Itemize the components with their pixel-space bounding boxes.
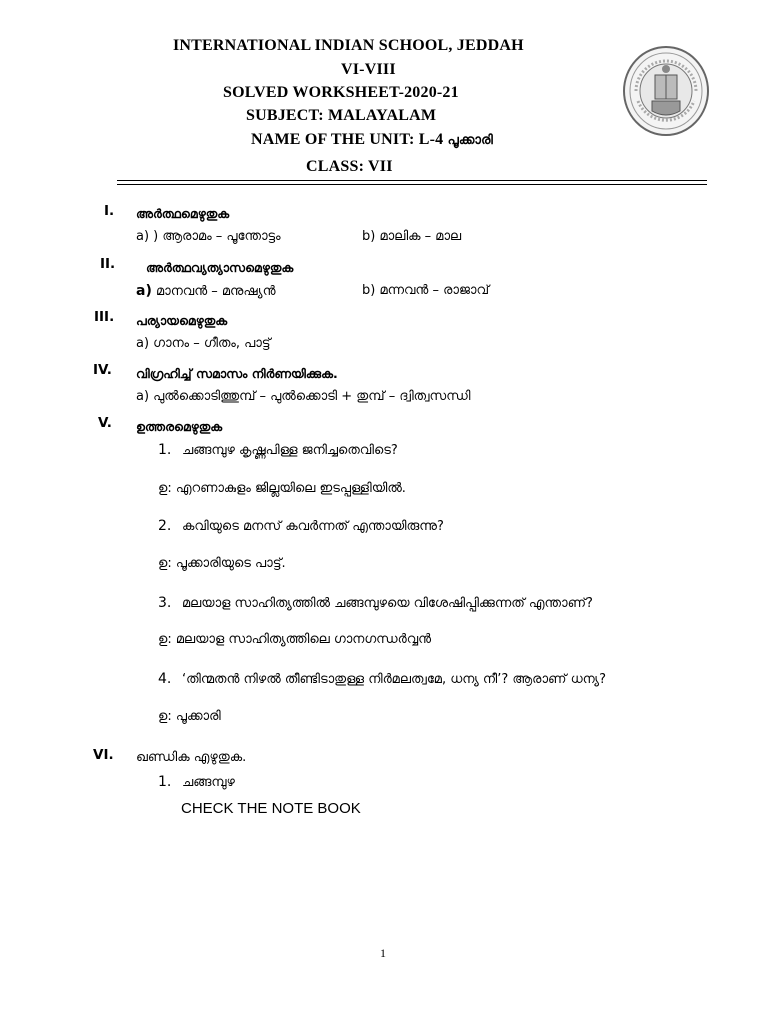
section-6-item-number: 1.	[158, 774, 172, 790]
section-5-title: ഉത്തരമെഴുതുക	[136, 419, 223, 434]
section-2-item-a-text: മാനവൻ – മനുഷ്യൻ	[151, 284, 276, 299]
check-note-book-text: CHECK THE NOTE BOOK	[181, 800, 361, 817]
q2-question-text: കവിയുടെ മനസ് കവർന്നത് എന്തായിരുന്നു?	[182, 519, 444, 534]
section-4-title: വിഗ്രഹിച്ച് സമാസം നിർണയിക്കുക.	[136, 366, 338, 381]
worksheet-title: SOLVED WORKSHEET-2020-21	[223, 84, 459, 101]
section-1-item-b: b) മാലിക – മാല	[362, 229, 462, 244]
q3-answer: ഉ: മലയാള സാഹിത്യത്തിലെ ഗാനഗന്ധർവ്വൻ	[158, 632, 432, 647]
class-line: CLASS: VII	[306, 158, 393, 175]
q3-number: 3.	[158, 595, 172, 611]
q4-question-text: ‘തിന്മതൻ നിഴൽ തീണ്ടിടാതുള്ള നിർമലത്വമേ, ധന്യ നീ’? ആരാണ് ധന്യ?	[182, 672, 606, 687]
q2-number: 2.	[158, 518, 172, 534]
section-6-number: VI.	[93, 747, 114, 763]
section-2-number: II.	[100, 256, 116, 272]
q4-question	[158, 671, 606, 687]
section-2-item-b: b) മന്നവൻ – രാജാവ്	[362, 283, 490, 298]
q2-answer: ഉ: പൂക്കാരിയുടെ പാട്ട്.	[158, 556, 286, 571]
section-2-item-a-label: a)	[136, 283, 152, 299]
q4-answer: ഉ: പൂക്കാരി	[158, 709, 221, 724]
section-6-title: ഖണ്ഡിക എഴുതുക.	[136, 750, 247, 765]
header-divider-bottom	[117, 184, 707, 185]
section-2-title: അർത്ഥവ്യത്യാസമെഴുതുക	[146, 260, 294, 275]
page-number: 1	[380, 946, 386, 960]
unit-line	[251, 131, 493, 149]
unit-name: പൂക്കാരി	[447, 133, 493, 148]
q1-number: 1.	[158, 442, 172, 458]
q1-question-text: ചങ്ങമ്പുഴ കൃഷ്ണപിള്ള ജനിച്ചതെവിടെ?	[182, 443, 398, 458]
section-6-item-text: ചങ്ങമ്പുഴ	[182, 775, 235, 790]
section-1-item-a: a) ) ആരാമം – പൂന്തോട്ടം	[136, 229, 281, 244]
subject-line: SUBJECT: MALAYALAM	[246, 107, 437, 124]
q1-question	[158, 442, 398, 458]
school-seal-logo	[622, 45, 710, 137]
section-3-number: III.	[94, 309, 115, 325]
section-4-item-a: a) പുൽക്കൊടിത്തുമ്പ് – പുൽക്കൊടി + തുമ്പ് – ദ്വിത്വസന്ധി	[136, 389, 471, 404]
q2-question	[158, 518, 444, 534]
q3-question-text: മലയാള സാഹിത്യത്തിൽ ചങ്ങമ്പുഴയെ വിശേഷിപ്പിക്കുന്നത് എന്താണ്?	[182, 596, 593, 611]
section-4-number: IV.	[93, 362, 112, 378]
section-1-title: അർത്ഥമെഴുതുക	[136, 206, 230, 221]
section-6-item	[158, 774, 235, 790]
q4-number: 4.	[158, 671, 172, 687]
school-name: INTERNATIONAL INDIAN SCHOOL, JEDDAH	[173, 37, 524, 54]
section-3-item-a: a) ഗാനം – ഗീതം, പാട്ട്	[136, 336, 271, 351]
header-divider-top	[117, 180, 707, 181]
section-5-number: V.	[98, 415, 112, 431]
section-2-item-a	[136, 283, 276, 299]
section-1-number: I.	[104, 203, 115, 219]
grade-range: VI-VIII	[341, 61, 396, 78]
section-3-title: പര്യായമെഴുതുക	[136, 313, 228, 328]
q3-question	[158, 595, 593, 611]
q1-answer: ഉ: എറണാകുളം ജില്ലയിലെ ഇടപ്പള്ളിയിൽ.	[158, 481, 406, 496]
unit-prefix: NAME OF THE UNIT: L-4	[251, 131, 448, 148]
